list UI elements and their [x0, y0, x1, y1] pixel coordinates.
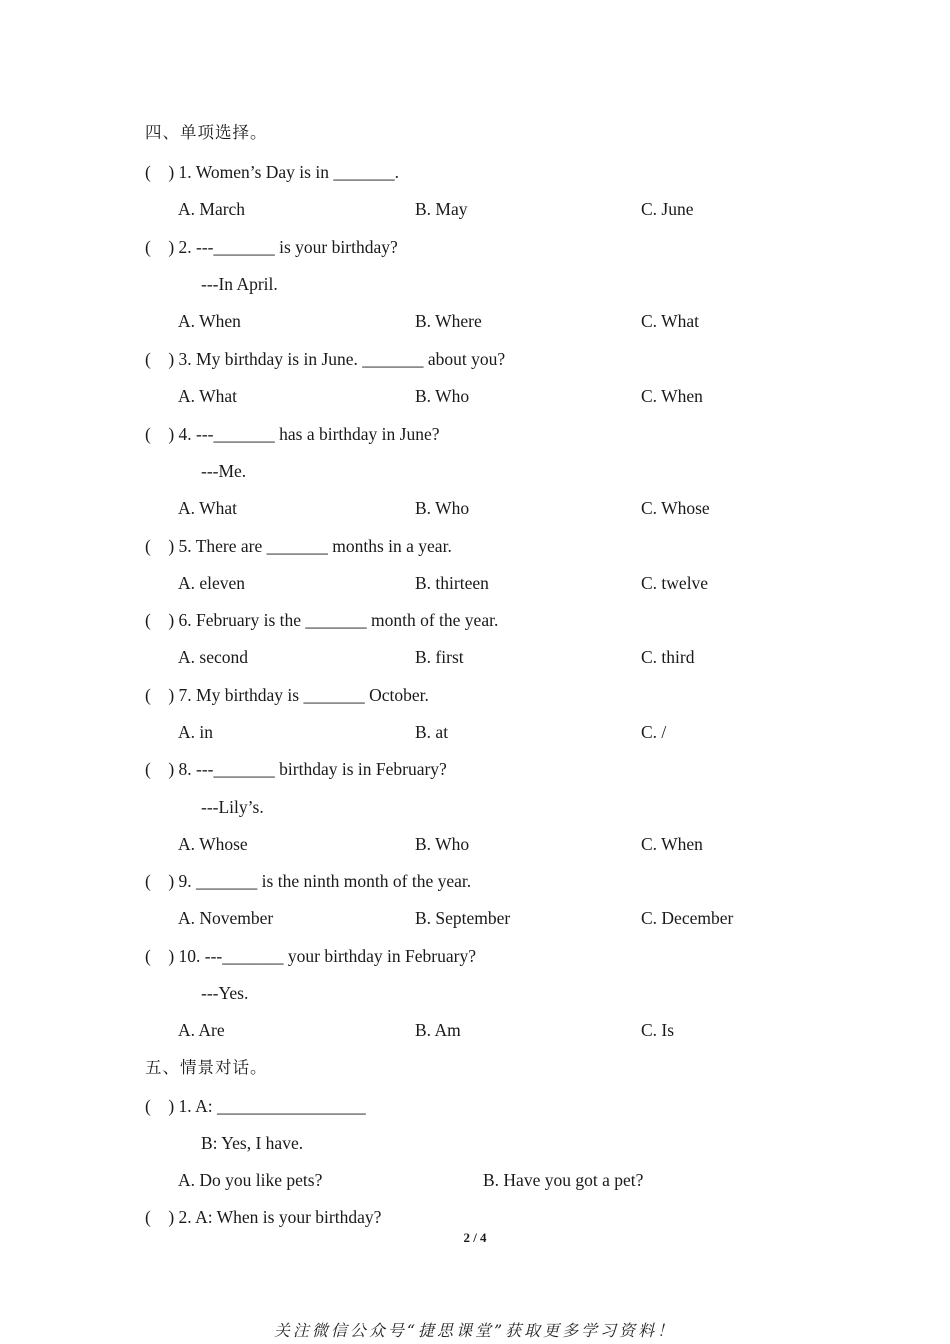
question-8-stem: ( ) 8. ---_______ birthday is in February?	[145, 759, 447, 779]
question-10-option-b: B. Am	[415, 1020, 461, 1040]
question-4-reply: ---Me.	[201, 461, 247, 481]
question-5-option-b: B. thirteen	[415, 573, 489, 593]
question-6-stem: ( ) 6. February is the _______ month of the year.	[145, 610, 499, 630]
question-2-reply: ---In April.	[201, 274, 278, 294]
question-9-option-b: B. September	[415, 908, 511, 928]
question-4-stem: ( ) 4. ---_______ has a birthday in June?	[145, 424, 440, 444]
question-5-option-c: C. twelve	[641, 573, 709, 593]
section-4-heading: 四、单项选择。	[145, 123, 268, 142]
dialogue-2-stem: ( ) 2. A: When is your birthday?	[145, 1207, 382, 1227]
question-10-option-a: A. Are	[178, 1020, 225, 1040]
question-3-option-b: B. Who	[415, 386, 470, 406]
question-8-reply: ---Lily’s.	[201, 797, 264, 817]
question-1-option-a: A. March	[178, 199, 246, 219]
question-7-option-b: B. at	[415, 722, 449, 742]
dialogue-1-option-b: B. Have you got a pet?	[483, 1170, 644, 1190]
question-8-option-c: C. When	[641, 834, 703, 854]
question-4-option-c: C. Whose	[641, 498, 710, 518]
question-6-option-a: A. second	[178, 647, 248, 667]
question-3-option-a: A. What	[178, 386, 237, 406]
question-9-option-c: C. December	[641, 908, 734, 928]
question-10-option-c: C. Is	[641, 1020, 675, 1040]
section-5-heading: 五、情景对话。	[145, 1058, 268, 1077]
footer-note: 关注微信公众号“捷思课堂”获取更多学习资料！	[273, 1321, 677, 1340]
question-6-option-c: C. third	[641, 647, 695, 667]
question-1-stem: ( ) 1. Women’s Day is in _______.	[145, 162, 399, 182]
question-6-option-b: B. first	[415, 647, 464, 667]
question-7-stem: ( ) 7. My birthday is _______ October.	[145, 685, 429, 705]
question-7-option-c: C. /	[641, 722, 667, 742]
question-8-option-b: B. Who	[415, 834, 470, 854]
question-9-stem: ( ) 9. _______ is the ninth month of the year.	[145, 871, 472, 891]
question-5-stem: ( ) 5. There are _______ months in a year.	[145, 536, 452, 556]
question-3-stem: ( ) 3. My birthday is in June. _______ about you?	[145, 349, 506, 369]
question-4-option-a: A. What	[178, 498, 237, 518]
question-1-option-c: C. June	[641, 199, 694, 219]
question-1-option-b: B. May	[415, 199, 468, 219]
question-4-option-b: B. Who	[415, 498, 470, 518]
question-8-option-a: A. Whose	[178, 834, 248, 854]
dialogue-1-option-a: A. Do you like pets?	[178, 1170, 323, 1190]
dialogue-1-stem: ( ) 1. A: _________________	[145, 1096, 366, 1116]
question-9-option-a: A. November	[178, 908, 274, 928]
question-2-option-b: B. Where	[415, 311, 482, 331]
question-10-reply: ---Yes.	[201, 983, 249, 1003]
question-5-option-a: A. eleven	[178, 573, 246, 593]
question-3-option-c: C. When	[641, 386, 703, 406]
question-7-option-a: A. in	[178, 722, 213, 742]
question-2-option-a: A. When	[178, 311, 241, 331]
dialogue-1-reply: B: Yes, I have.	[201, 1133, 304, 1153]
question-2-stem: ( ) 2. ---_______ is your birthday?	[145, 237, 398, 257]
question-10-stem: ( ) 10. ---_______ your birthday in February?	[145, 946, 476, 966]
page-number: 2 / 4	[463, 1230, 487, 1245]
question-2-option-c: C. What	[641, 311, 700, 331]
